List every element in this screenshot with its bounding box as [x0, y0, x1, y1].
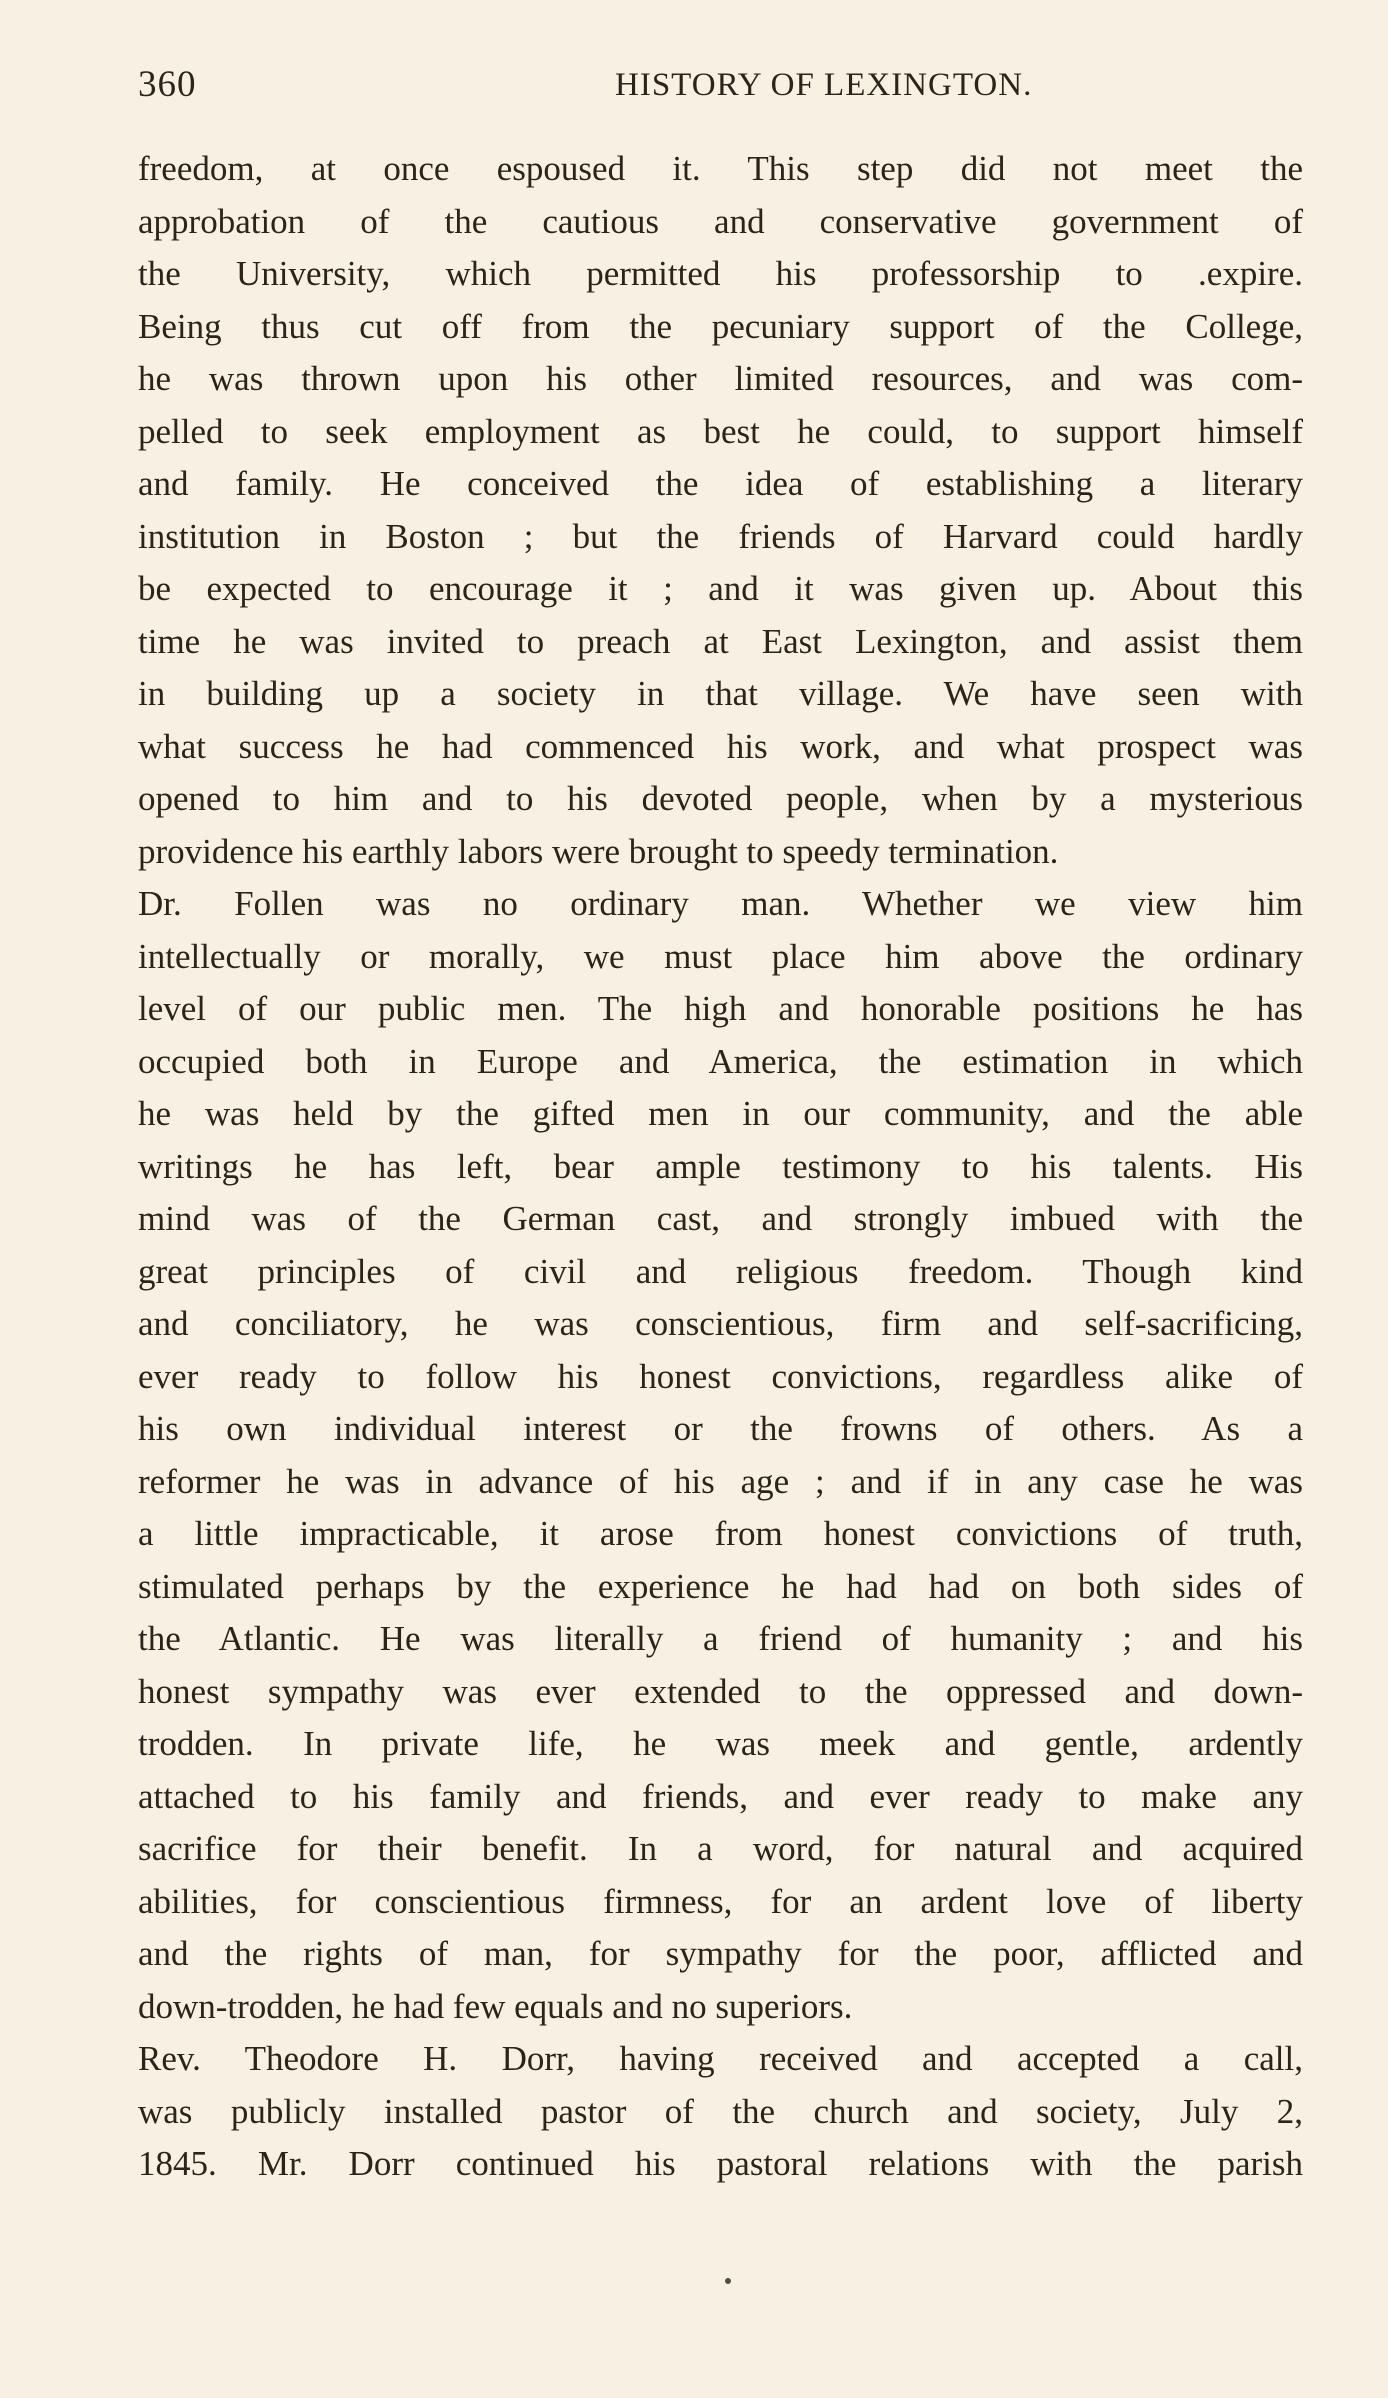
text-line: great principles of civil and religious freedom. Though kind [138, 1251, 1303, 1291]
text-line: institution in Boston ; but the friends of Harvard could hardly [138, 516, 1303, 556]
text-line: reformer he was in advance of his age ; and if in any case he was [138, 1461, 1303, 1501]
text-line: he was held by the gifted men in our community, and the able [138, 1094, 1303, 1133]
text-line: mind was of the German cast, and strongly imbued with the [138, 1199, 1303, 1238]
text-line: down-trodden, he had few equals and no superiors. [138, 1986, 853, 2026]
text-line: in building up a society in that village. We have seen with [138, 674, 1303, 713]
text-line: writings he has left, bear ample testimony to his talents. His [138, 1146, 1303, 1186]
text-line: stimulated perhaps by the experience he had had on both sides of [138, 1566, 1303, 1606]
text-line: providence his earthly labors were brought to speedy termination. [138, 831, 1059, 871]
text-line: pelled to seek employment as best he could, to support himself [138, 411, 1303, 451]
text-line: was publicly installed pastor of the church and society, July 2, [138, 2091, 1303, 2131]
text-line: freedom, at once espoused it. This step did not meet the [138, 149, 1303, 188]
text-line: approbation of the cautious and conservative government of [138, 201, 1303, 241]
text-line: Rev. Theodore H. Dorr, having received and accepted a call, [138, 2039, 1303, 2078]
text-line: be expected to encourage it ; and it was given up. About this [138, 569, 1303, 608]
text-line: sacrifice for their benefit. In a word, for natural and acquired [138, 1829, 1303, 1868]
text-line: occupied both in Europe and America, the estimation in which [138, 1041, 1303, 1081]
text-line: Being thus cut off from the pecuniary support of the College, [138, 306, 1303, 346]
text-line: a little impracticable, it arose from honest convictions of truth, [138, 1514, 1303, 1553]
text-line: Dr. Follen was no ordinary man. Whether we view him [138, 884, 1303, 923]
text-line: what success he had commenced his work, and what prospect was [138, 726, 1303, 766]
text-line: attached to his family and friends, and ever ready to make any [138, 1776, 1303, 1816]
text-line: he was thrown upon his other limited resources, and was com- [138, 359, 1303, 398]
text-line: time he was invited to preach at East Lexington, and assist them [138, 621, 1303, 661]
text-line: abilities, for conscientious firmness, for an ardent love of liberty [138, 1881, 1303, 1921]
text-line: intellectually or morally, we must place him above the ordinary [138, 936, 1303, 976]
text-line: ever ready to follow his honest convictions, regardless alike of [138, 1356, 1303, 1396]
text-line: opened to him and to his devoted people, when by a mysterious [138, 779, 1303, 818]
text-line: the University, which permitted his professorship to .expire. [138, 254, 1303, 293]
text-line: honest sympathy was ever extended to the oppressed and down- [138, 1671, 1303, 1711]
text-line: and the rights of man, for sympathy for the poor, afflicted and [138, 1934, 1303, 1973]
ink-speck [725, 2278, 731, 2284]
body-text [138, 143, 1303, 2191]
text-line: trodden. In private life, he was meek and gentle, ardently [138, 1724, 1303, 1763]
running-title: HISTORY OF LEXINGTON. [615, 67, 1033, 103]
page-header [138, 62, 1303, 108]
text-line: his own individual interest or the frowns of others. As a [138, 1409, 1303, 1448]
text-line: level of our public men. The high and honorable positions he has [138, 989, 1303, 1028]
page-number: 360 [138, 64, 197, 105]
text-line: and conciliatory, he was conscientious, firm and self-sacrificing, [138, 1304, 1303, 1343]
text-line: and family. He conceived the idea of establishing a literary [138, 464, 1303, 503]
text-line: 1845. Mr. Dorr continued his pastoral relations with the parish [138, 2144, 1303, 2183]
text-line: the Atlantic. He was literally a friend of humanity ; and his [138, 1619, 1303, 1658]
